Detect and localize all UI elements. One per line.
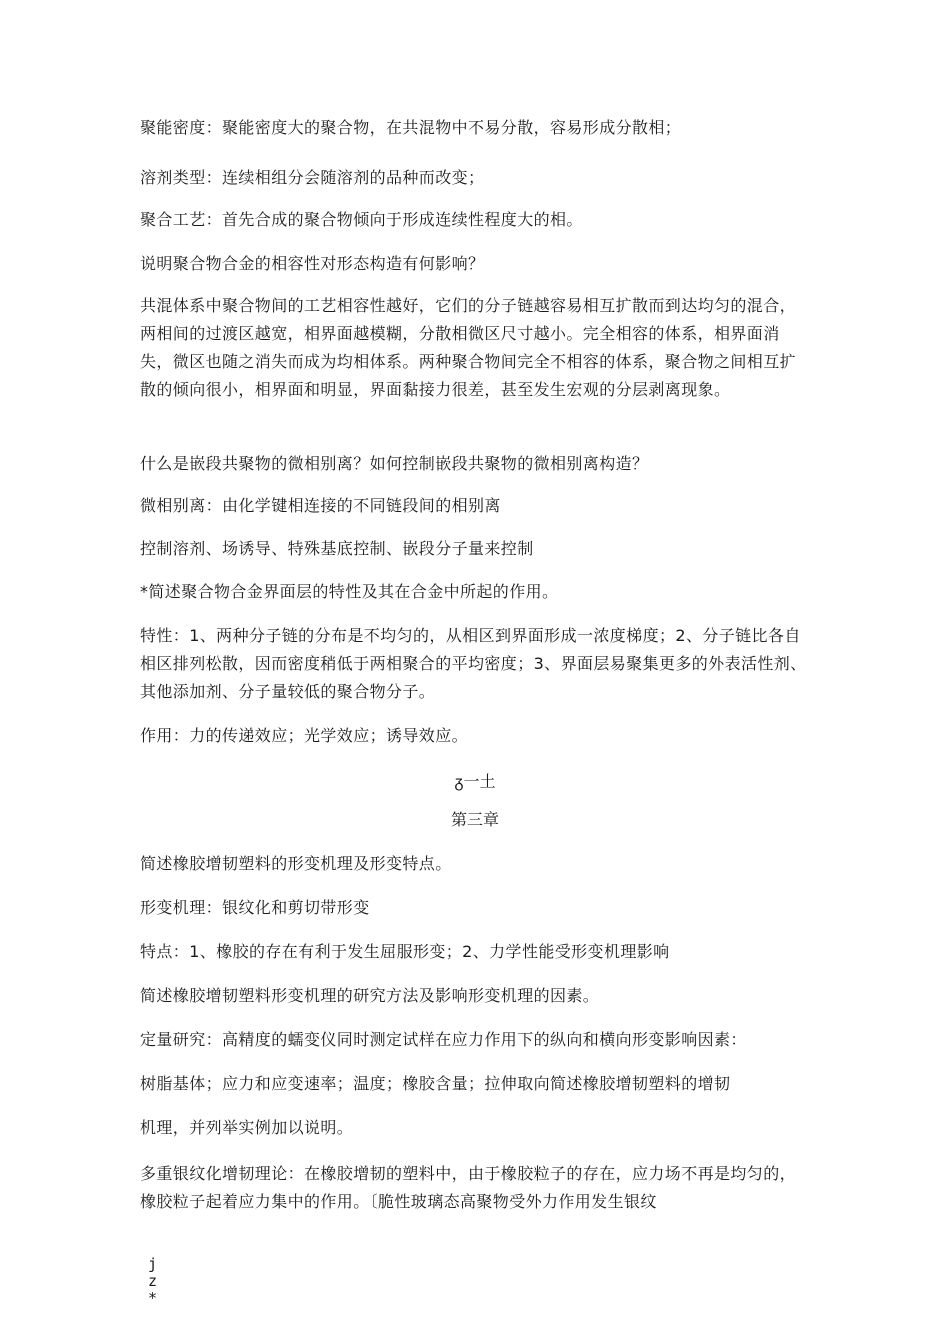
- footer-char: z: [148, 1272, 158, 1290]
- paragraph-polymerization: 聚合工艺：首先合成的聚合物倾向于形成连续性程度大的相。: [140, 210, 583, 229]
- paragraph-solvent-type: 溶剂类型：连续相组分会随溶剂的品种而改变；: [140, 168, 485, 187]
- center-mark: ᵹ一土: [454, 772, 496, 791]
- paragraph-factors: 树脂基体；应力和应变速率；温度；橡胶含量；拉伸取向简述橡胶增韧塑料的增韧: [140, 1074, 731, 1093]
- footer-char: j: [148, 1255, 158, 1273]
- paragraph-multiple-crazing: 多重银纹化增韧理论：在橡胶增韧的塑料中，由于橡胶粒子的存在，应力场不再是均匀的，橡胶粒子起着应力集中的作用。〔脆性玻璃态高聚物受外力作用发生银纹: [140, 1164, 797, 1211]
- footer-marks: [148, 1256, 168, 1307]
- question-interface-layer: *简述聚合物合金界面层的特性及其在合金中所起的作用。: [140, 582, 559, 601]
- question-microphase: 什么是嵌段共聚物的微相别离？如何控制嵌段共聚物的微相别离构造？: [140, 454, 649, 473]
- chapter-heading: 第三章: [450, 810, 499, 829]
- paragraph-microphase-control: 控制溶剂、场诱导、特殊基底控制、嵌段分子量来控制: [140, 539, 534, 558]
- paragraph-interface-properties: 特性：1、两种分子链的分布是不均匀的，从相区到界面形成一浓度梯度；2、分子链比各自相区排列松散，因而密度稍低于两相聚合的平均密度；3、界面层易聚集更多的外表活性剂、其他添加剂、分子量较低的聚合物分子。: [140, 626, 807, 701]
- question-rubber-toughening: 简述橡胶增韧塑料的形变机理及形变特点。: [140, 854, 452, 873]
- paragraph-microphase-def: 微相别离：由化学键相连接的不同链段间的相别离: [140, 496, 501, 515]
- paragraph-energy-density: 聚能密度：聚能密度大的聚合物，在共混物中不易分散，容易形成分散相；: [140, 118, 682, 137]
- paragraph-quantitative-study: 定量研究：高精度的蠕变仪同时测定试样在应力作用下的纵向和横向形变影响因素：: [140, 1030, 747, 1049]
- paragraph-mechanism-examples: 机理，并列举实例加以说明。: [140, 1118, 354, 1137]
- paragraph-deformation-features: 特点：1、橡胶的存在有利于发生屈服形变；2、力学性能受形变机理影响: [140, 942, 670, 961]
- question-compatibility: 说明聚合物合金的相容性对形态构造有何影响？: [140, 254, 485, 273]
- paragraph-interface-function: 作用：力的传递效应；光学效应；诱导效应。: [140, 726, 469, 745]
- question-research-methods: 简述橡胶增韧塑料形变机理的研究方法及影响形变机理的因素。: [140, 986, 600, 1005]
- footer-char: *: [148, 1289, 158, 1307]
- paragraph-deformation-mechanism: 形变机理：银纹化和剪切带形变: [140, 898, 370, 917]
- paragraph-compatibility-answer: 共混体系中聚合物间的工艺相容性越好，它们的分子链越容易相互扩散而到达均匀的混合，两相间的过渡区越宽，相界面越模糊，分散相微区尺寸越小。完全相容的体系，相界面消失，微区也随之消失而成为均相体系。两种聚合物间完全不相容的体系，聚合物之间相互扩散的倾向很小，相界面和明显，界面黏接力很差，甚至发生宏观的分层剥离现象。: [140, 296, 797, 399]
